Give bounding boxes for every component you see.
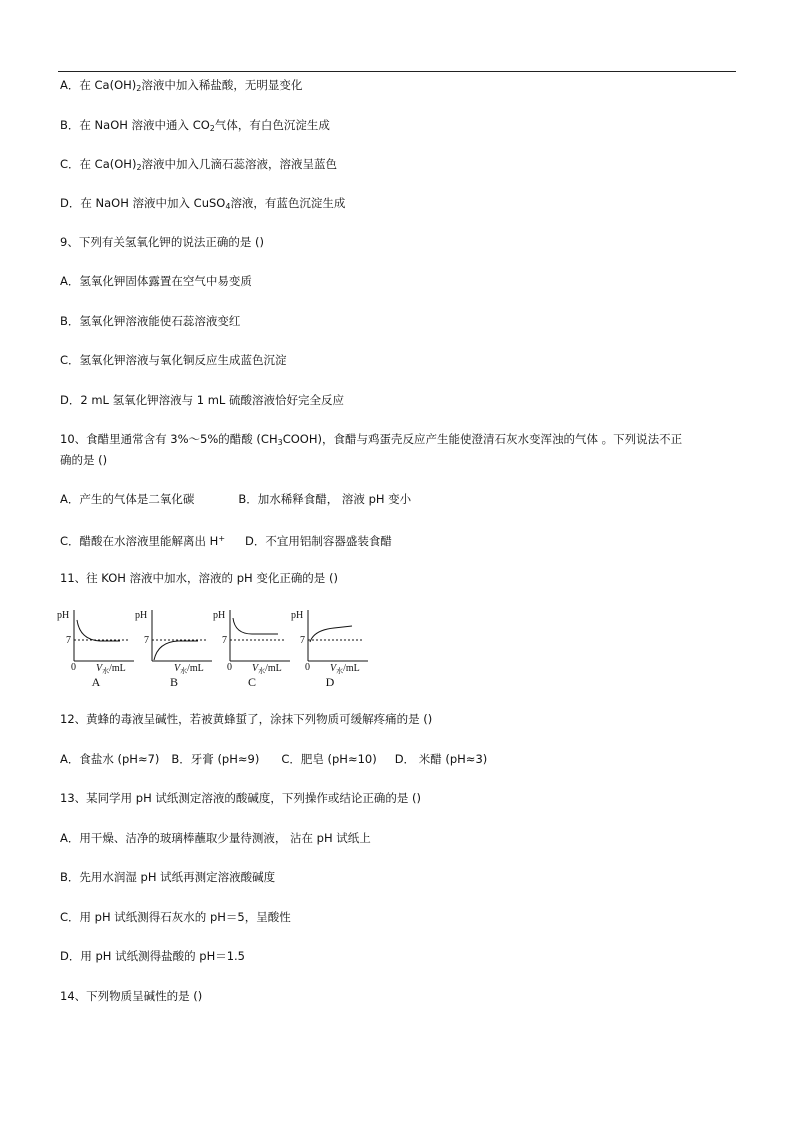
graph-c-curve (233, 618, 278, 634)
q12-option-b: B．牙膏 (pH≈9) (171, 752, 260, 766)
q14-stem: 14、下列物质呈碱性的是 () (60, 989, 203, 1003)
graph-a-xlabel: $V_水/mL$ (96, 663, 126, 675)
graph-b-ylabel: pH (135, 610, 148, 621)
graph-b-xlabel: $V_水/mL$ (174, 663, 204, 675)
graph-d-label: D (325, 675, 335, 689)
q9-option-c: C．氢氧化钾溶液与氧化铜反应生成蓝色沉淀 (60, 353, 287, 367)
graph-c-origin: 0 (227, 662, 232, 673)
graph-a-curve (77, 620, 120, 641)
q10-option-a: A．产生的气体是二氧化碳 (60, 492, 195, 506)
graph-a-origin: 0 (71, 662, 76, 673)
q10-option-c: C．醋酸在水溶液里能解离出 H+ (60, 534, 226, 548)
q8-option-c: C．在 $Ca(OH)_2$溶液中加入几滴石蕊溶液，溶液呈蓝色 (60, 157, 338, 172)
q10-stem-line2: 确的是 () (60, 453, 108, 467)
graph-a-tick-7: 7 (66, 635, 71, 646)
q9-option-d: D．2 mL 氢氧化钾溶液与 1 mL 硫酸溶液恰好完全反应 (60, 393, 344, 407)
graph-d-origin: 0 (305, 662, 310, 673)
q8-option-d: D．在 NaOH 溶液中加入 CuSO$_4$溶液，有蓝色沉淀生成 (60, 196, 346, 211)
q13-option-a: A．用干燥、洁净的玻璃棒蘸取少量待测液， 沾在 pH 试纸上 (60, 831, 371, 845)
graph-d-tick-7: 7 (300, 635, 305, 646)
q13-option-b: B．先用水润湿 pH 试纸再测定溶液酸碱度 (60, 870, 276, 884)
q11-graph-options (56, 604, 386, 690)
q11-stem: 11、往 KOH 溶液中加水，溶液的 pH 变化正确的是 () (60, 571, 338, 585)
graph-b-tick-7: 7 (144, 635, 149, 646)
graph-b-label: B (169, 675, 178, 689)
q9-option-b: B．氢氧化钾溶液能使石蕊溶液变红 (60, 314, 241, 328)
q11-graph-a (56, 604, 136, 690)
q13-option-d: D．用 pH 试纸测得盐酸的 pH＝1.5 (60, 949, 246, 963)
q12-option-c: C．肥皂 (pH≈10) (281, 752, 377, 766)
header-rule (58, 71, 736, 72)
graph-c-xlabel: $V_水/mL$ (252, 663, 282, 675)
graph-d-ylabel: pH (291, 610, 304, 621)
q9-option-a: A．氢氧化钾固体露置在空气中易变质 (60, 274, 252, 288)
q10-options-ab (60, 491, 411, 507)
q8-option-a: A．在 $Ca(OH)_2$溶液中加入稀盐酸，无明显变化 (60, 78, 303, 93)
q10-stem-line1: 10、食醋里通常含有 3%～5%的醋酸 $(CH_3COOH)$，食醋与鸡蛋壳反应产生能使澄清石灰水变浑浊的气体 。下列说法不正 (60, 432, 683, 447)
graph-c-ylabel: pH (213, 610, 226, 621)
graph-a-label: A (91, 675, 101, 689)
q13-stem: 13、某同学用 pH 试纸测定溶液的酸碱度，下列操作或结论正确的是 () (60, 791, 422, 805)
q9-stem: 9、下列有关氢氧化钾的说法正确的是 () (60, 235, 264, 249)
q10-options-cd (60, 531, 392, 549)
graph-b-curve (154, 641, 198, 660)
q13-option-c: C．用 pH 试纸测得石灰水的 pH＝5，呈酸性 (60, 910, 291, 924)
q12-option-a: A．食盐水 (pH≈7) (60, 752, 160, 766)
q8-option-b: B．在 NaOH 溶液中通入 $CO_2$气体，有白色沉淀生成 (60, 118, 330, 133)
q11-graph-b (134, 604, 214, 690)
q12-option-d: D． 米醋 (pH≈3) (394, 752, 488, 766)
q11-graph-c (212, 604, 292, 690)
graph-c-label: C (247, 675, 256, 689)
graph-c-tick-7: 7 (222, 635, 227, 646)
q12-stem: 12、黄蜂的毒液呈碱性，若被黄蜂蜇了，涂抹下列物质可缓解疼痛的是 () (60, 712, 433, 726)
q10-option-b: B．加水稀释食醋， 溶液 pH 变小 (238, 492, 412, 506)
q10-option-d: D．不宜用铝制容器盛装食醋 (245, 534, 392, 548)
q11-graph-d (290, 604, 370, 690)
q12-options (60, 751, 487, 767)
graph-a-ylabel: pH (57, 610, 70, 621)
graph-d-xlabel: $V_水/mL$ (330, 663, 360, 675)
